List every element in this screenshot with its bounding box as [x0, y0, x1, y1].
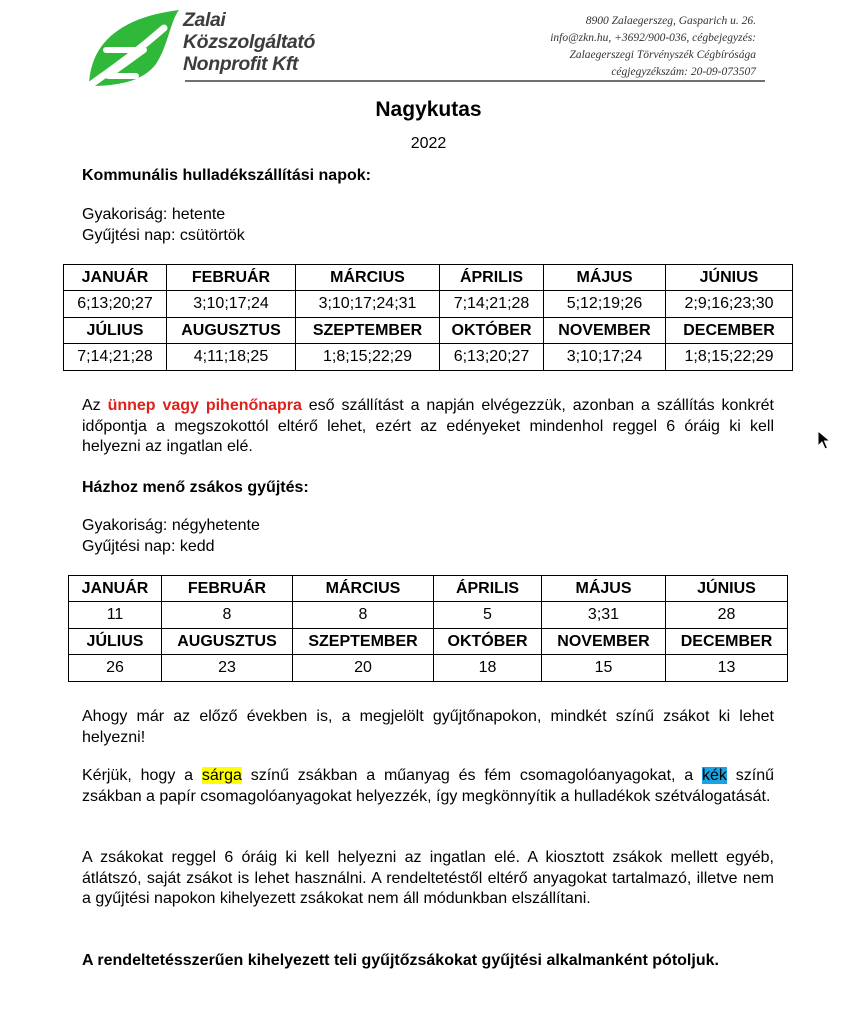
dates-cell: 6;13;20;27 — [440, 344, 544, 371]
communal-day: Gyűjtési nap: csütörtök — [82, 227, 245, 244]
dates-cell: 3;31 — [542, 602, 666, 629]
contact-line: cégjegyzékszám: 20-09-073507 — [611, 66, 756, 78]
letterhead — [0, 0, 857, 92]
communal-heading: Kommunális hulladékszállítási napok: — [82, 167, 371, 184]
paragraph-both-bags: Ahogy már az előző években is, a megjelölt gyűjtőnapokon, mindkét színű zsákot ki lehet helyezni! — [82, 708, 774, 746]
company-line: Zalai — [183, 9, 226, 31]
month-cell: SZEPTEMBER — [293, 629, 434, 655]
month-cell: MÁRCIUS — [293, 576, 434, 602]
company-line: Nonprofit Kft — [183, 53, 299, 75]
month-cell: JÚNIUS — [666, 265, 793, 291]
table-row — [69, 602, 788, 629]
dates-cell: 3;10;17;24 — [544, 344, 666, 371]
dates-cell: 20 — [293, 655, 434, 682]
month-cell: JANUÁR — [64, 265, 167, 291]
company-name — [183, 9, 315, 75]
paragraph-bag-replacement: A rendeltetésszerűen kihelyezett teli gyűjtőzsákokat gyűjtési alkalmanként pótoljuk. — [82, 952, 719, 969]
month-cell: NOVEMBER — [542, 629, 666, 655]
note-text: eső szállítást a napján elvégezzük, azonban a szállítás konkrét időpontja a megszokottól eltérő lehet, ezért az edényeket mindenhol reggel 6 óráig ki kell helyezni az ingatlan elé. — [82, 397, 775, 455]
table-row — [64, 291, 793, 318]
paragraph-text: színű zsákban a műanyag és fém csomagolóanyagokat, a — [241, 767, 703, 784]
company-line: Közszolgáltató — [183, 31, 315, 53]
dates-cell: 8 — [293, 602, 434, 629]
bags-schedule-table — [68, 575, 788, 682]
paragraph-text: Kérjük, hogy a — [82, 767, 202, 784]
dates-cell: 18 — [434, 655, 542, 682]
dates-cell: 7;14;21;28 — [440, 291, 544, 318]
dates-cell: 1;8;15;22;29 — [666, 344, 793, 371]
header-divider — [185, 80, 765, 82]
table-row — [64, 265, 793, 291]
month-cell: FEBRUÁR — [167, 265, 296, 291]
yellow-highlight: sárga — [201, 767, 242, 784]
bags-heading: Házhoz menő zsákos gyűjtés: — [82, 479, 309, 496]
month-cell: NOVEMBER — [544, 318, 666, 344]
dates-cell: 23 — [162, 655, 293, 682]
month-cell: MÁJUS — [542, 576, 666, 602]
contact-line: 8900 Zalaegerszeg, Gasparich u. 26. — [585, 15, 756, 27]
month-cell: FEBRUÁR — [162, 576, 293, 602]
dates-cell: 7;14;21;28 — [64, 344, 167, 371]
note-text: Az — [82, 397, 108, 414]
month-cell: MÁJUS — [544, 265, 666, 291]
bags-day: Gyűjtési nap: kedd — [82, 538, 215, 555]
dates-cell: 4;11;18;25 — [167, 344, 296, 371]
dates-cell: 3;10;17;24;31 — [296, 291, 440, 318]
paragraph-text: színű zsákban a papír csomagolóanyagokat helyezzék, így megkönnyítik a hulladékok szétválogatását. — [82, 767, 775, 805]
blue-highlight: kék — [702, 767, 727, 784]
company-contact — [550, 13, 756, 81]
bags-frequency: Gyakoriság: négyhetente — [82, 517, 260, 534]
month-cell: JÚLIUS — [69, 629, 162, 655]
month-cell: MÁRCIUS — [296, 265, 440, 291]
holiday-highlight: ünnep vagy pihenőnapra — [107, 397, 302, 414]
table-row — [69, 629, 788, 655]
month-cell: OKTÓBER — [440, 318, 544, 344]
dates-cell: 28 — [666, 602, 788, 629]
dates-cell: 11 — [69, 602, 162, 629]
dates-cell: 2;9;16;23;30 — [666, 291, 793, 318]
contact-line: info@zkn.hu, +3692/900-036, cégbejegyzés: — [550, 32, 756, 44]
month-cell: JÚLIUS — [64, 318, 167, 344]
table-row — [69, 576, 788, 602]
dates-cell: 5 — [434, 602, 542, 629]
month-cell: AUGUSZTUS — [162, 629, 293, 655]
paragraph-bag-rules: A zsákokat reggel 6 óráig ki kell helyezni az ingatlan elé. A kiosztott zsákok mellett egyéb, átlátszó, saját zsákot is lehet használni. A rendeltetéstől eltérő anyagokat tartalmazó, illetve nem a gyűjtési napokon kihelyezett zsákokat nem áll módunkban elszállítani. — [82, 849, 774, 907]
month-cell: ÁPRILIS — [440, 265, 544, 291]
year-label: 2022 — [410, 135, 447, 152]
month-cell: AUGUSZTUS — [167, 318, 296, 344]
dates-cell: 3;10;17;24 — [167, 291, 296, 318]
table-row — [69, 655, 788, 682]
contact-line: Zalaegerszegi Törvényszék Cégbírósága — [569, 49, 756, 61]
month-cell: JANUÁR — [69, 576, 162, 602]
dates-cell: 6;13;20;27 — [64, 291, 167, 318]
dates-cell: 13 — [666, 655, 788, 682]
dates-cell: 26 — [69, 655, 162, 682]
month-cell: JÚNIUS — [666, 576, 788, 602]
leaf-logo-icon — [86, 6, 182, 88]
dates-cell: 8 — [162, 602, 293, 629]
holiday-note — [82, 396, 774, 458]
dates-cell: 15 — [542, 655, 666, 682]
communal-frequency: Gyakoriság: hetente — [82, 206, 226, 223]
dates-cell: 1;8;15;22;29 — [296, 344, 440, 371]
table-row — [64, 318, 793, 344]
month-cell: ÁPRILIS — [434, 576, 542, 602]
paragraph-bag-colors — [82, 766, 774, 807]
month-cell: OKTÓBER — [434, 629, 542, 655]
month-cell: SZEPTEMBER — [296, 318, 440, 344]
mouse-pointer-icon — [817, 430, 831, 450]
page-title: Nagykutas — [375, 98, 482, 121]
month-cell: DECEMBER — [666, 318, 793, 344]
dates-cell: 5;12;19;26 — [544, 291, 666, 318]
communal-schedule-table — [63, 264, 793, 371]
table-row — [64, 344, 793, 371]
month-cell: DECEMBER — [666, 629, 788, 655]
